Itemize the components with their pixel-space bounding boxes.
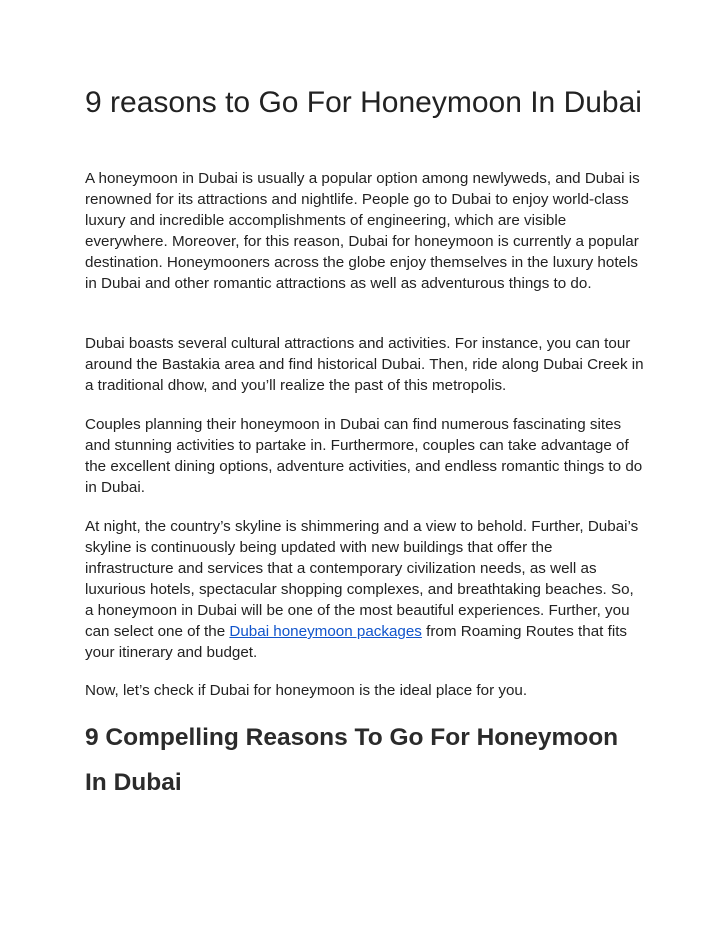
paragraph-couples-activities: Couples planning their honeymoon in Dubai can find numerous fascinating sites and stunning activities to partake in. Furthermore, couples can take advantage of the excellent dining options, adventure activities, and endless romantic things to do in Dubai. <box>85 416 643 496</box>
paragraph-skyline-text-before: At night, the country’s skyline is shimmering and a view to behold. Further, Dubai’s skyline is continuously being updated with new buildings that offer the infrastructure and services that a contemporary civilization needs, as well as luxurious hotels, spectacular shopping complexes, and breathtaking beaches. So, a honeymoon in Dubai will be one of the most beautiful experiences. Further, you can select one of the <box>85 518 639 640</box>
paragraph-intro: A honeymoon in Dubai is usually a popular option among newlyweds, and Dubai is renowned for its attractions and nightlife. People go to Dubai to enjoy world-class luxury and incredible accomplishments of engineering, which are visible everywhere. Moreover, for this reason, Dubai for honeymoon is currently a popular destination. Honeymooners across the globe enjoy themselves in the luxury hotels in Dubai and other romantic attractions as well as adventurous things to do. <box>85 170 640 292</box>
paragraph-cultural-attractions: Dubai boasts several cultural attractions and activities. For instance, you can tour around the Bastakia area and find historical Dubai. Then, ride along Dubai Creek in a traditional dhow, and you’ll realize the past of this metropolis. <box>85 335 644 394</box>
paragraph-transition: Now, let’s check if Dubai for honeymoon is the ideal place for you. <box>85 682 528 699</box>
paragraph-skyline <box>85 516 645 663</box>
document-title: 9 reasons to Go For Honeymoon In Dubai <box>85 86 642 119</box>
dubai-honeymoon-packages-link[interactable]: Dubai honeymoon packages <box>229 623 422 640</box>
section-heading: 9 Compelling Reasons To Go For Honeymoon In Dubai <box>85 724 619 796</box>
paragraph-skyline-text-after: from Roaming Routes that fits your itinerary and budget. <box>85 623 628 661</box>
